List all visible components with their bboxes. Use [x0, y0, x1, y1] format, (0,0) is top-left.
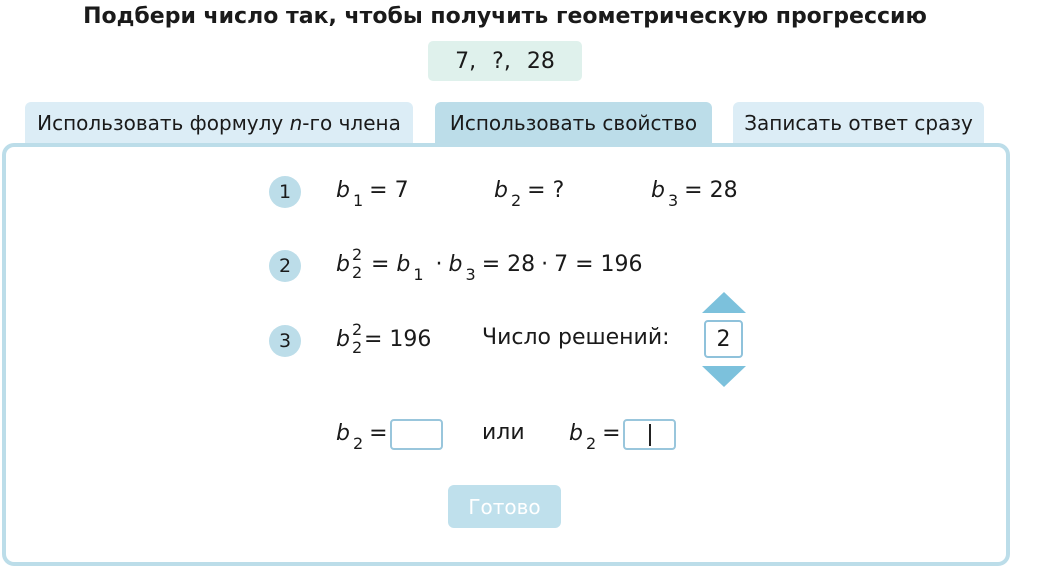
tab-label: Записать ответ сразу — [744, 110, 973, 135]
tab-label: Использовать формулу n-го члена — [37, 110, 401, 135]
b3-equation: b $_3$ = 28 — [651, 178, 738, 210]
ready-button[interactable]: Готово — [448, 485, 561, 528]
solutions-count-label: Число решений: — [482, 325, 670, 350]
square-equation: b 2 2 = 196 — [336, 320, 432, 357]
b2-answer-input-1[interactable] — [390, 419, 443, 450]
b1-equation: b $_1$ = 7 — [336, 178, 409, 210]
tab-nth-term-formula[interactable] — [25, 102, 413, 143]
b2-equation: b $_2$ = ? — [494, 178, 565, 210]
task-title: Подбери число так, чтобы получить геометрическую прогрессию — [83, 4, 927, 29]
b2-answer-input-2[interactable] — [623, 419, 676, 450]
sequence-item: ?, — [492, 48, 511, 74]
step-number: 1 — [269, 176, 301, 208]
b2-answer-label-2: b $_2$ = — [569, 421, 621, 453]
text-cursor — [649, 424, 651, 446]
tab-use-property[interactable] — [435, 102, 712, 143]
sequence-item: 28 — [526, 48, 555, 74]
increment-arrow-icon[interactable] — [702, 292, 746, 314]
solutions-count-field[interactable]: 2 — [704, 320, 743, 358]
tab-label: Использовать свойство — [449, 110, 698, 135]
b2-answer-label-1: b $_2$ = — [336, 421, 388, 453]
sequence-item: 7, — [455, 48, 477, 74]
property-equation: b 2 2 = b $_1$ · b $_3$ = 28 · 7 = 196 — [336, 245, 643, 284]
sequence-display — [428, 41, 582, 81]
tab-answer-directly[interactable] — [733, 102, 984, 143]
step-number: 3 — [269, 325, 301, 357]
decrement-arrow-icon[interactable] — [702, 366, 746, 388]
or-label: или — [482, 420, 525, 445]
step-number: 2 — [269, 250, 301, 282]
